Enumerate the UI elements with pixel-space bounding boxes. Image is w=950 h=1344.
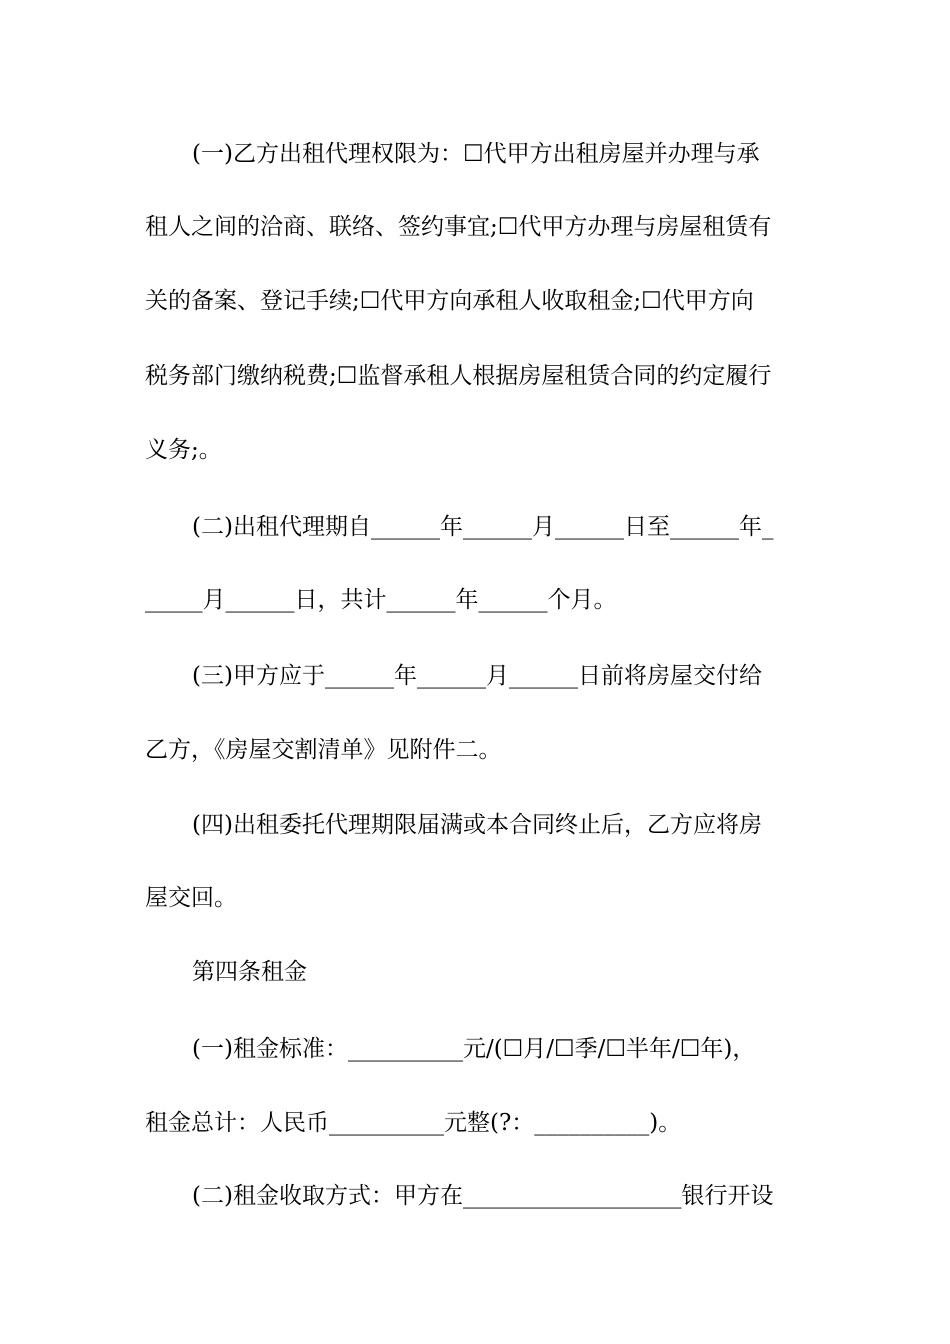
paragraph-line-6: (二)出租代理期自______年______月______日至______年_ (192, 514, 774, 540)
paragraph-line-13: (一)租金标准：__________元/(☐月/☐季/☐半年/☐年)， (192, 1036, 756, 1062)
paragraph-line-7: _____月______日，共计______年______个月。 (145, 587, 617, 613)
paragraph-line-4: 税务部门缴纳税费;☐监督承租人根据房屋租赁合同的约定履行 (145, 363, 772, 389)
paragraph-line-2: 租人之间的洽商、联络、签约事宜;☐代甲方办理与房屋租赁有 (145, 214, 772, 240)
paragraph-line-10: (四)出租委托代理期限届满或本合同终止后，乙方应将房 (192, 812, 762, 838)
section-heading: 第四条租金 (192, 959, 307, 985)
paragraph-line-8: (三)甲方应于______年______月______日前将房屋交付给 (192, 663, 762, 689)
paragraph-line-1: (一)乙方出租代理权限为：☐代甲方出租房屋并办理与承 (192, 141, 760, 167)
paragraph-line-11: 屋交回。 (145, 885, 237, 911)
paragraph-line-5: 义务;。 (145, 437, 222, 463)
paragraph-line-15: (二)租金收取方式：甲方在___________________银行开设 (192, 1183, 774, 1209)
paragraph-line-14: 租金总计：人民币__________元整(?：__________)。 (145, 1110, 682, 1136)
paragraph-line-9: 乙方，《房屋交割清单》见附件二。 (145, 737, 502, 763)
paragraph-line-3: 关的备案、登记手续;☐代甲方向承租人收取租金;☐代甲方向 (145, 288, 754, 314)
